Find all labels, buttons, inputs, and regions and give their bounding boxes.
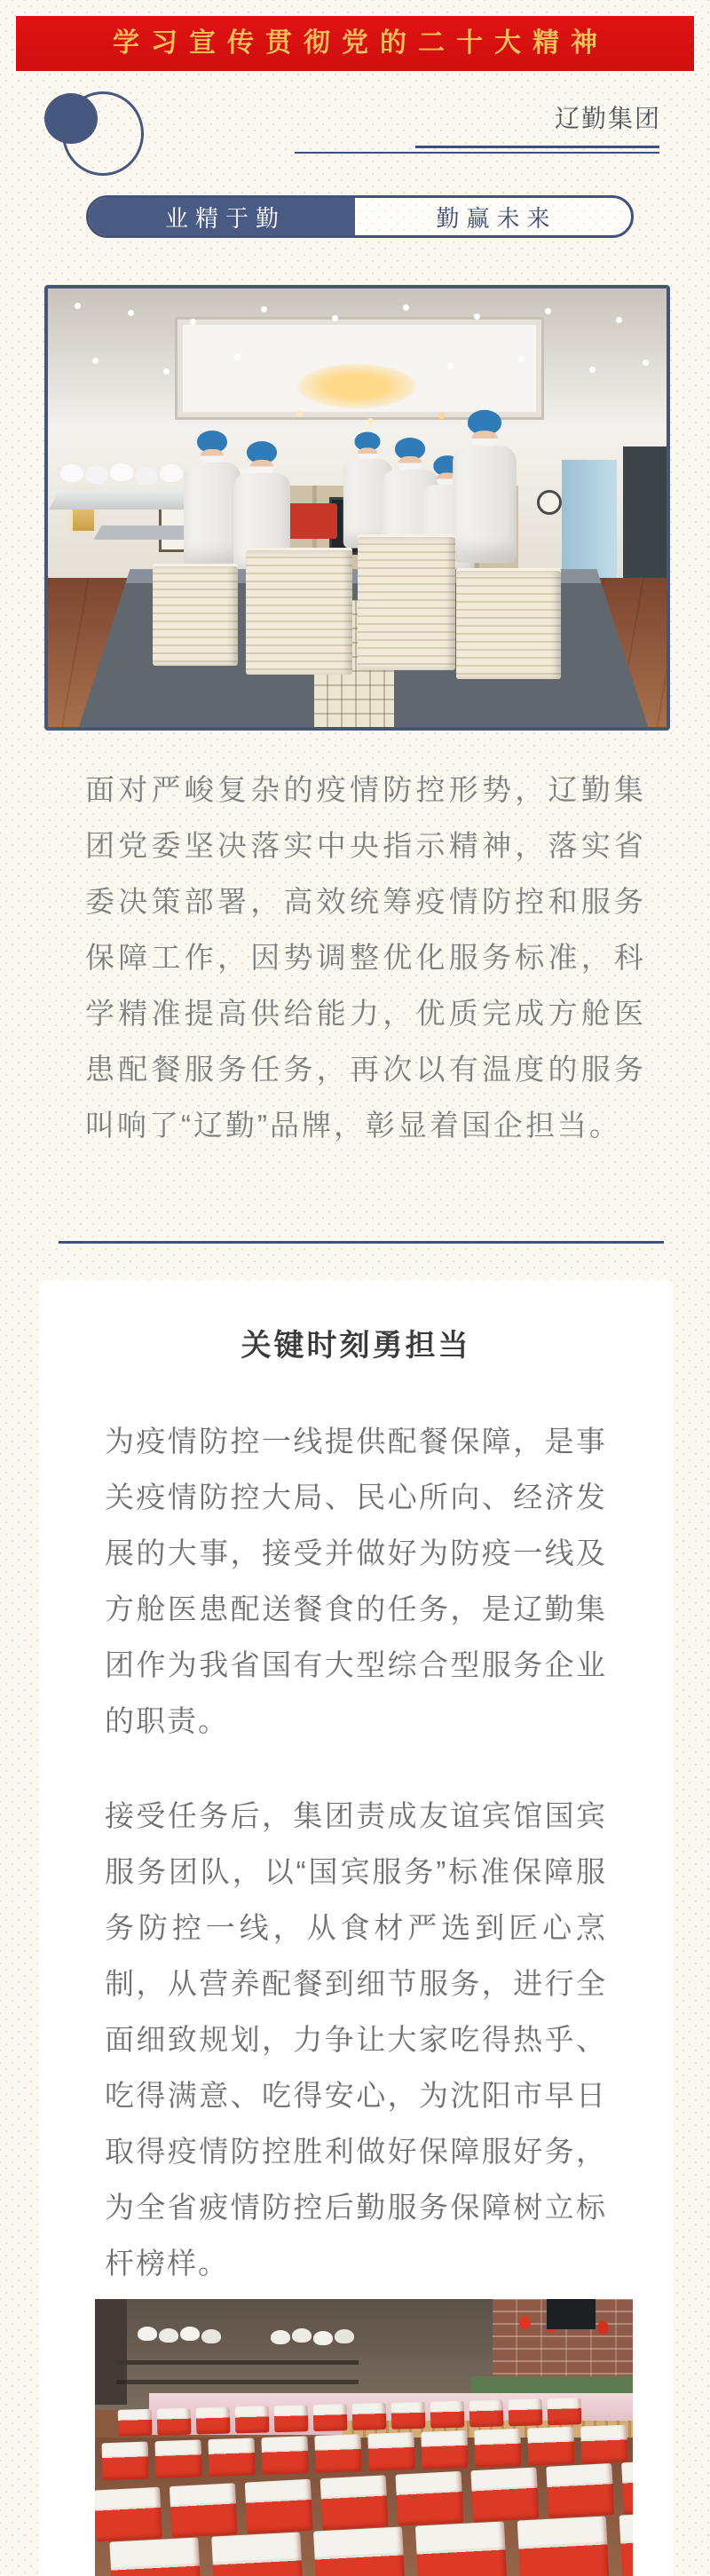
wall-speaker [547, 2299, 596, 2329]
photo-banquet-meal-packing [44, 285, 670, 731]
red-lanterns [519, 2316, 531, 2329]
photo-meal-box-rows [95, 2299, 633, 2576]
lunchbox-stack [358, 537, 455, 670]
doorway [95, 2299, 127, 2405]
header-rule-thick [415, 146, 659, 148]
folding-tables [116, 2360, 359, 2365]
tab-ye-jing-yu-qin[interactable]: 业精于勤 [89, 198, 355, 235]
section-card [39, 1280, 673, 2576]
header-rule-thin [295, 152, 659, 154]
lunchbox-stack [153, 566, 238, 666]
section-divider [59, 1241, 664, 1244]
staff-figure [184, 431, 241, 567]
slogan-banner: 学习宣传贯彻党的二十大精神 [16, 16, 694, 71]
takeout-bags [138, 2327, 157, 2341]
takeout-bags [60, 464, 83, 482]
lunchbox-stack [456, 571, 561, 679]
ceiling-lights [75, 303, 81, 309]
tab-bar [86, 195, 634, 238]
tab-qin-ying-wei-lai[interactable]: 勤赢未来 [436, 204, 557, 232]
staff-figure [453, 410, 517, 563]
company-name: 辽勤集团 [554, 105, 661, 132]
lunchbox-stack [246, 550, 352, 675]
section-paragraph-1: 为疫情防控一线提供配餐保障，是事关疫情防控大局、民心所向、经济发展的大事，接受并做好为防疫一线及方舱医患配送餐食的任务，是辽勤集团作为我省国有大型综合型服务企业的职责。 [105, 1425, 607, 1737]
wall-clock [537, 490, 562, 515]
section-paragraph-2: 接受任务后，集团责成友谊宾馆国宾服务团队，以“国宾服务”标准保障服务防控一线，从食材严选到匠心烹制，从营养配餐到细节服务，进行全面细致规划，力争让大家吃得热乎、吃得满意、吃得安心，为沈阳市早日取得疫情防控胜利做好保障服好务，为全省疲情防控后勤服务保障树立标杆榜样。 [105, 1799, 607, 2280]
chandelier [296, 363, 418, 409]
logo-dot-icon [44, 93, 98, 144]
intro-paragraph: 面对严峻复杂的疫情防控形势，辽勤集团党委坚决落实中央指示精神，落实省委决策部署，高效统筹疫情防控和服务保障工作，因势调整优化服务标准，科学精准提高供给能力，优质完成方舱医患配餐服务任务，再次以有温度的服务叫响了“辽勤”品牌，彰显着国企担当。 [85, 773, 646, 1142]
section-title: 关键时刻勇担当 [241, 1329, 471, 1363]
